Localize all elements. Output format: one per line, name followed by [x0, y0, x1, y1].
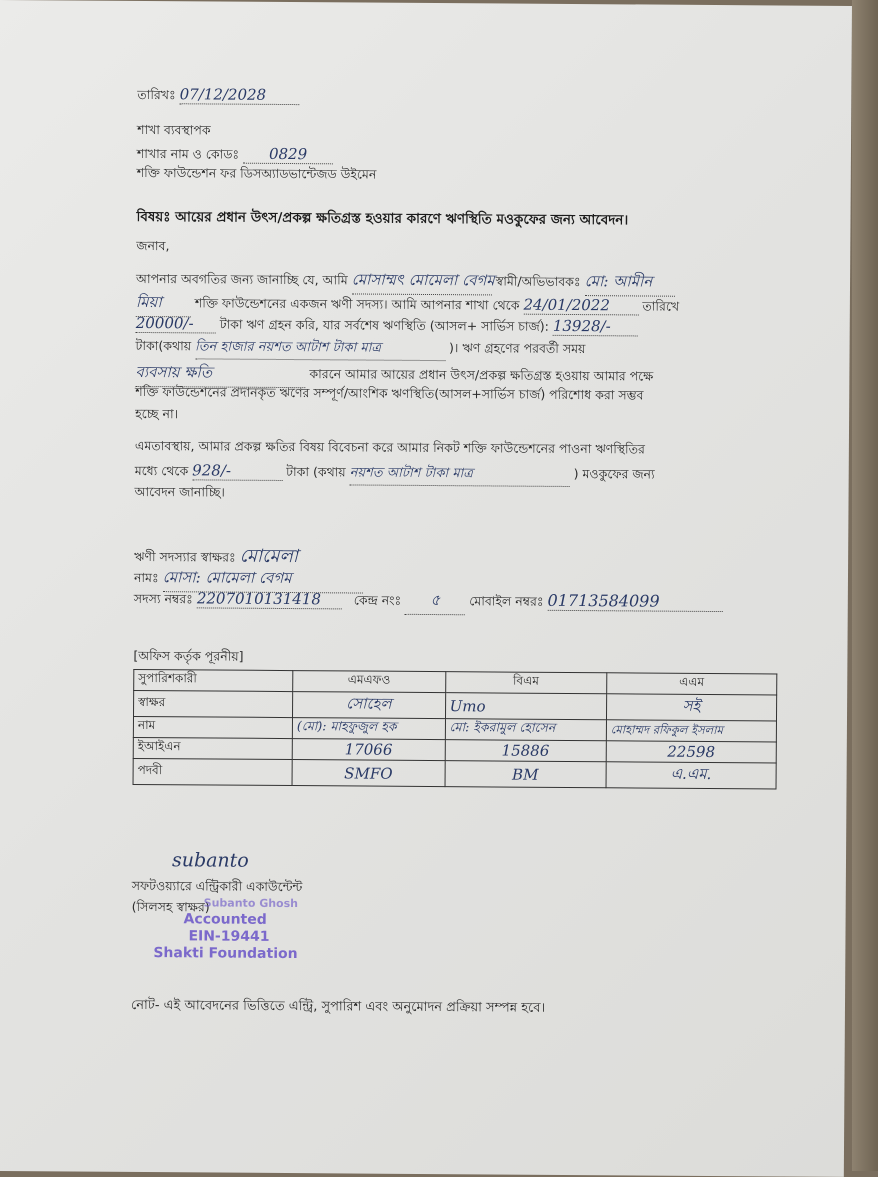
- para1-line7: হচ্ছে না।: [135, 405, 179, 422]
- loan-amount-hw: 20000/-: [136, 314, 216, 334]
- recipient-title: শাখা ব্যবস্থাপক: [137, 121, 211, 138]
- branch-line: শাখার নাম ও কোডঃ 0829: [137, 144, 333, 167]
- office-table: [133, 669, 778, 789]
- date-value: 07/12/2028: [180, 85, 300, 105]
- waive-amount-hw: 928/-: [192, 461, 282, 481]
- office-heading: [অফিস কর্তৃক পূরনীয়]: [133, 647, 244, 664]
- member-id-line: সদস্য নম্বরঃ 2207010131418 কেন্দ্র নংঃ ৫ মোবাইল নম্বরঃ 01713584099: [134, 587, 723, 617]
- salutation: জনাব,: [136, 237, 170, 254]
- subject: বিষয়ঃ আয়ের প্রধান উৎস/প্রকল্প ক্ষতিগ্রস্ত হওয়ার কারণে ঋণস্থিতি মওকুফের জন্য আবেদন।: [136, 208, 629, 229]
- balance-words-hw: তিন হাজার নয়শত আটাশ টাকা মাত্র: [195, 337, 445, 361]
- member-signature-line: ঋণী সদস্যার স্বাক্ষরঃ মোমেলা: [134, 545, 299, 568]
- seal-label: (সিলসহ স্বাক্ষর): [131, 898, 210, 915]
- para2-line2: মধ্যে থেকে 928/- টাকা (কথায় নয়শত আটাশ টাকা মাত্র ) মওকুফের জন্য: [135, 461, 655, 488]
- para2-line3: আবেদন জানাচ্ছি।: [134, 483, 225, 500]
- org-name: শক্তি ফাউন্ডেশন ফর ডিসঅ্যাডভান্টেজড উইমেন: [136, 164, 377, 182]
- table-row: স্বাক্ষর সোহেল Umo সই: [134, 690, 777, 720]
- reason-hw: ব্যবসায় ক্ষতি: [135, 361, 305, 388]
- member-name: মোসা: মোমেলা বেগম: [163, 566, 363, 593]
- accountant-signature: subanto: [171, 849, 249, 872]
- table-row: পদবী SMFO BM এ.এম.: [133, 758, 776, 788]
- accountant-stamp: Subanto Ghosh Accounted EIN-19441 Shakti Foundation: [153, 896, 299, 963]
- table-row: নাম (মো): মাহফুজুল হক মো: ইকরামুল হোসেন মোহাম্মদ রফিকুল ইসলাম: [133, 716, 776, 741]
- mobile-number: 01713584099: [548, 591, 723, 612]
- waive-words-hw: নয়শত আটাশ টাকা মাত্র: [350, 463, 570, 487]
- para1-line4: টাকা(কথায় তিন হাজার নয়শত আটাশ টাকা মাত্র )। ঋণ গ্রহণের পরবর্তী সময়: [135, 337, 585, 362]
- center-number: ৫: [405, 589, 465, 615]
- member-id: 2207010131418: [197, 589, 342, 609]
- member-name-line: নামঃ মোসা: মোমেলা বেগম: [134, 566, 363, 594]
- guardian-hw: মো: আমীন: [585, 270, 675, 297]
- date-line: তারিখঃ 07/12/2028: [137, 85, 299, 108]
- member-signature: মোমেলা: [239, 545, 299, 568]
- note: নোট- এই আবেদনের ভিত্তিতে এন্ট্রি, সুপারিশ এবং অনুমোদন প্রক্রিয়া সম্পন্ন হবে।: [130, 997, 546, 1016]
- branch-code: 0829: [243, 145, 333, 165]
- member-name-hw: মোসাম্মৎ মোমেলা বেগম: [352, 268, 492, 295]
- table-row: সুপারিশকারী এমএফও বিএম এএম: [134, 669, 777, 694]
- para1-line1: আপনার অবগতির জন্য জানাচ্ছি যে, আমি মোসাম্মৎ মোমেলা বেগম স্বামী/অভিভাবকঃ মো: আমীন: [136, 267, 675, 297]
- guardian-hw2: মিয়া: [136, 291, 191, 317]
- para1-line2: মিয়া শক্তি ফাউন্ডেশনের একজন ঋণী সদস্য। আমি আপনার শাখা থেকে 24/01/2022 তারিখে: [136, 291, 679, 321]
- para1-line3: 20000/- টাকা ঋণ গ্রহন করি, যার সর্বশেষ ঋণস্থিতি (আসল+ সার্ভিস চার্জ): 13928/-: [136, 314, 638, 340]
- loan-date-hw: 24/01/2022: [523, 296, 638, 316]
- balance-hw: 13928/-: [553, 317, 638, 337]
- para2-line1: এমতাবস্থায়, আমার প্রকল্প ক্ষতির বিষয় বিবেচনা করে আমার নিকট শক্তি ফাউন্ডেশনের পাওনা ঋণস্থিতির: [134, 437, 645, 457]
- accountant-title: সফটওয়্যারে এন্ট্রিকারী একাউন্টেন্ট: [131, 877, 303, 895]
- para1-line5: ব্যবসায় ক্ষতি কারনে আমার আয়ের প্রধান উৎস/প্রকল্প ক্ষতিগ্রস্ত হওয়ায় আমার পক্ষে: [135, 361, 653, 391]
- table-edge: [852, 0, 878, 1171]
- table-row: ইআইএন 17066 15886 22598: [133, 737, 776, 762]
- para1-line6: শক্তি ফাউন্ডেশনের প্রদানকৃত ঋণের সম্পূর্ণ/আংশিক ঋণস্থিতি(আসল+সার্ভিস চার্জ) পরিশোধ করা সম্ভব: [135, 383, 644, 403]
